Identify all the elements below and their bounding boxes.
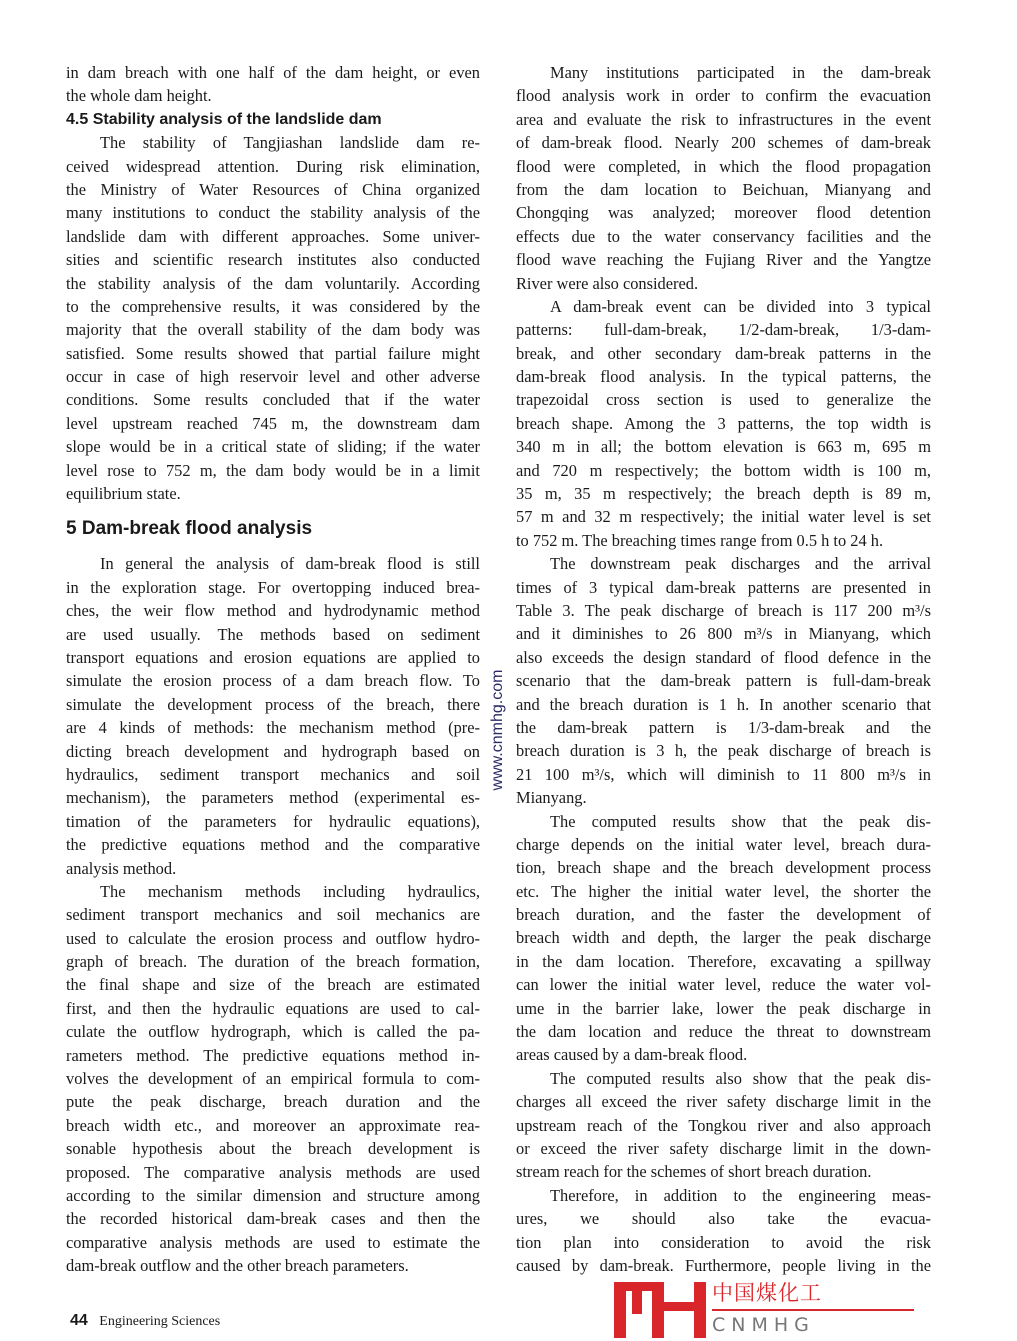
text-line: breach duration, and the faster the development of (516, 905, 931, 925)
text-line: pute the peak discharge, breach duration and the (66, 1092, 480, 1112)
text-line: first, and then the hydraulic equations are used to cal- (66, 998, 480, 1018)
text-line: 35 m, 35 m respectively; the breach depth is 89 m, (516, 484, 931, 504)
logo-chinese-text: 中国煤化工 (712, 1281, 822, 1305)
text-line: 340 m in all; the bottom elevation is 663 m, 695 m (516, 437, 931, 457)
text-line: transport equations and erosion equations are applied to (66, 647, 480, 667)
text-line: and it diminishes to 26 800 m³/s in Mianyang, which (516, 624, 931, 644)
watermark-url: www.cnmhg.com (489, 669, 506, 791)
text-line: also exceeds the design standard of flood defence in the (516, 647, 931, 667)
text-line: breach shape. Among the 3 patterns, the top width is (516, 413, 931, 433)
text-line: sediment transport mechanics and soil mechanics are (66, 905, 480, 925)
text-line: areas caused by a dam-break flood. (516, 1045, 748, 1065)
watermark-logo (614, 1280, 914, 1340)
text-line: etc. The higher the initial water level, the shorter the (516, 881, 931, 901)
text-line: can lower the initial water level, reduce the water vol- (516, 975, 931, 995)
text-line: are used usually. The methods based on sediment (66, 624, 480, 644)
text-line: breach width and depth, the larger the peak discharge (516, 928, 931, 948)
text-line: culate the outflow hydrograph, which is called the pa- (66, 1022, 480, 1042)
text-line: the recorded historical dam-break cases and then the (66, 1209, 480, 1229)
text-line: 57 m and 32 m respectively; the initial water level is set (516, 507, 931, 527)
text-line: level upstream reached 745 m, the downstream dam (66, 413, 480, 433)
text-line: The mechanism methods including hydraulics, (100, 881, 480, 901)
text-line: satisfied. Some results showed that partial failure might (66, 343, 480, 363)
text-line: in the dam location. Therefore, excavating a spillway (516, 951, 931, 971)
text-line: flood analysis work in order to confirm the evacuation (516, 86, 931, 106)
text-line: stream reach for the schemes of short breach duration. (516, 1162, 872, 1182)
text-line: break, and other secondary dam-break patterns in the (516, 343, 931, 363)
text-line: times of 3 typical dam-break patterns are presented in (516, 577, 931, 597)
journal-name: Engineering Sciences (99, 1314, 221, 1329)
text-line: A dam-break event can be divided into 3 typical (550, 296, 931, 316)
text-line: scenario that the dam-break pattern is full-dam-break (516, 671, 931, 691)
text-line: mechanism), the parameters method (experimental es- (66, 788, 480, 808)
text-line: hydraulics, sediment transport mechanics and soil (66, 764, 480, 784)
text-line: The downstream peak discharges and the arrival (550, 554, 931, 574)
text-line: The stability of Tangjiashan landslide dam re- (100, 133, 480, 153)
text-line: tion plan into consideration to avoid the risk (516, 1232, 931, 1252)
text-line: the predictive equations method and the comparative (66, 835, 480, 855)
text-line: upstream reach of the Tongkou river and also approach (516, 1115, 931, 1135)
text-line: tion, breach shape and the breach development process (516, 858, 931, 878)
text-line: caused by dam-break. Furthermore, people living in the (516, 1255, 931, 1275)
text-line: or exceed the river safety discharge limit in the down- (516, 1138, 931, 1158)
text-line: flood were completed, in which the flood propagation (516, 156, 931, 176)
text-line: according to the similar dimension and structure among (66, 1185, 480, 1205)
text-line: the Ministry of Water Resources of China organized (66, 179, 480, 199)
text-line: Table 3. The peak discharge of breach is 117 200 m³/s (516, 600, 931, 620)
text-line: graph of breach. The duration of the breach formation, (66, 952, 480, 972)
text-line: charge depends on the initial water level, breach dura- (516, 834, 931, 854)
section-heading: 5 Dam-break flood analysis (66, 518, 313, 540)
subsection-heading: 4.5 Stability analysis of the landslide dam (66, 110, 382, 128)
text-line: Chongqing was analyzed; moreover flood detention (516, 203, 931, 223)
text-line: occur in case of high reservoir level and other adverse (66, 367, 480, 387)
text-line: effects due to the water conservancy facilities and the (516, 226, 931, 246)
page-footer (70, 1312, 220, 1330)
text-line: sities and scientific research institutes also conducted (66, 250, 480, 270)
text-line: many institutions to conduct the stability analysis of the (66, 203, 480, 223)
text-line: landslide dam with different approaches. Some univer- (66, 226, 480, 246)
text-line: slope would be in a critical state of sliding; if the water (66, 437, 480, 457)
text-line: and the breach duration is 1 h. In another scenario that (516, 694, 931, 714)
text-line: in dam breach with one half of the dam height, or even (66, 63, 480, 82)
text-line: River were also considered. (516, 273, 699, 293)
text-line: charges all exceed the river safety discharge limit in the (516, 1092, 931, 1112)
text-line: to the comprehensive results, it was considered by the (66, 296, 480, 316)
text-line: equilibrium state. (66, 484, 181, 504)
text-line: the dam-break pattern is 1/3-dam-break and the (516, 717, 931, 737)
text-line: dicting breach development and hydrograph based on (66, 741, 480, 761)
text-line: the dam location and reduce the threat to downstream (516, 1022, 931, 1042)
text-line: ceived widespread attention. During risk elimination, (66, 156, 480, 176)
left-column (66, 61, 480, 1278)
text-line: the stability analysis of the dam voluntarily. According (66, 273, 480, 293)
text-line: rameters method. The predictive equations method in- (66, 1045, 480, 1065)
text-line: sonable hypothesis about the breach development is (66, 1139, 480, 1159)
text-line: level rose to 752 m, the dam body would be in a limit (66, 460, 480, 480)
text-line: flood wave reaching the Fujiang River and the Yangtze (516, 250, 931, 270)
text-line: simulate the erosion process of a dam breach flow. To (66, 671, 480, 691)
text-line: volves the development of an empirical formula to com- (66, 1069, 480, 1089)
text-line: dam-break outflow and the other breach parameters. (66, 1256, 409, 1276)
text-line: used to calculate the erosion process and outflow hydro- (66, 928, 480, 948)
text-line: the final shape and size of the breach are estimated (66, 975, 480, 995)
text-line: trapezoidal cross section is used to generalize the (516, 390, 931, 410)
mh-logo-mark-icon (614, 1280, 706, 1338)
text-line: Mianyang. (516, 788, 587, 808)
text-line: Therefore, in addition to the engineering meas- (550, 1185, 931, 1205)
text-line: majority that the overall stability of the dam body was (66, 320, 480, 340)
text-line: The computed results show that the peak dis- (550, 811, 931, 831)
text-line: analysis method. (66, 858, 177, 878)
text-line: from the dam location to Beichuan, Mianyang and (516, 179, 931, 199)
text-line: ches, the weir flow method and hydrodynamic method (66, 601, 480, 621)
logo-english-text: CNMHG (712, 1314, 815, 1336)
text-line: comparative analysis methods are used to estimate the (66, 1232, 480, 1252)
text-line: are 4 kinds of methods: the mechanism method (pre- (66, 718, 480, 738)
text-line: area and evaluate the risk to infrastructures in the event (516, 109, 931, 129)
text-line: 21 100 m³/s, which will diminish to 11 800 m³/s in (516, 764, 931, 784)
text-line: breach width etc., and moreover an approximate rea- (66, 1115, 480, 1135)
text-line: simulate the development process of the breach, there (66, 694, 480, 714)
logo-divider (712, 1309, 914, 1311)
text-line: ume in the barrier lake, lower the peak discharge in (516, 998, 931, 1018)
text-line: conditions. Some results concluded that if the water (66, 390, 480, 410)
text-line: In general the analysis of dam-break flood is still (100, 554, 480, 574)
text-line: timation of the parameters for hydraulic equations), (66, 811, 480, 831)
text-line: The computed results also show that the peak dis- (550, 1068, 931, 1088)
text-line: patterns: full-dam-break, 1/2-dam-break, 1/3-dam- (516, 320, 931, 340)
text-line: breach duration is 3 h, the peak discharge of breach is (516, 741, 931, 761)
text-line: proposed. The comparative analysis methods are used (66, 1162, 480, 1182)
text-line: Many institutions participated in the dam-break (550, 63, 931, 82)
right-column (516, 61, 931, 1277)
page-number: 44 (70, 1312, 88, 1329)
text-line: in the exploration stage. For overtopping induced brea- (66, 577, 480, 597)
text-line: ures, we should also take the evacua- (516, 1209, 931, 1229)
text-line: dam-break flood analysis. In the typical patterns, the (516, 367, 931, 387)
text-line: to 752 m. The breaching times range from 0.5 h to 24 h. (516, 530, 884, 550)
text-line: the whole dam height. (66, 86, 212, 106)
text-line: of dam-break flood. Nearly 200 schemes of dam-break (516, 133, 931, 153)
text-line: and 720 m respectively; the bottom width is 100 m, (516, 460, 931, 480)
